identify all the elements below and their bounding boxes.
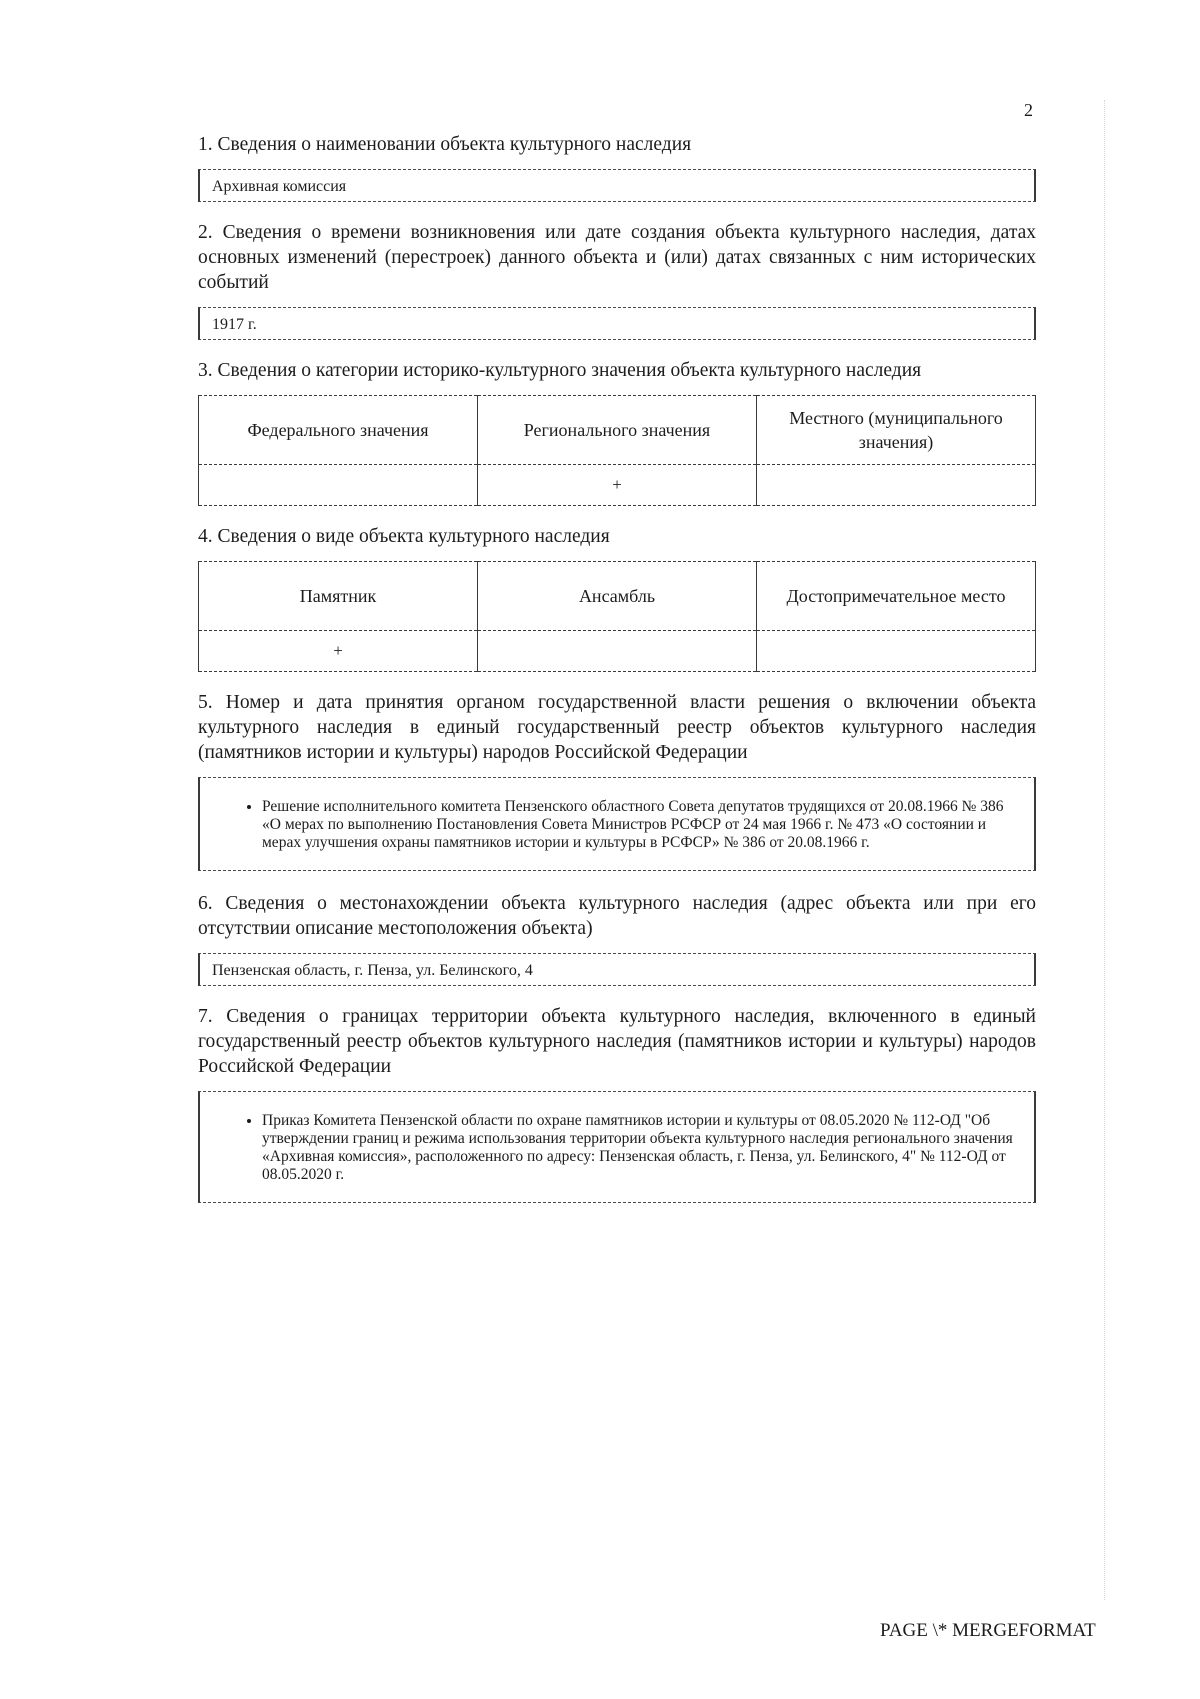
mark-monument: +	[199, 631, 478, 672]
table-row	[199, 631, 1036, 672]
significance-category-table	[198, 395, 1036, 506]
document-body	[198, 132, 1036, 1223]
column-federal: Федерального значения	[199, 396, 478, 465]
section-1-value: Архивная комиссия	[198, 169, 1036, 202]
mark-regional: +	[478, 465, 757, 506]
section-2-value: 1917 г.	[198, 307, 1036, 340]
scan-edge-line	[1104, 100, 1105, 1600]
table-header-row	[199, 562, 1036, 631]
section-1-heading: 1. Сведения о наименовании объекта культурного наследия	[198, 134, 692, 155]
section-3-heading: 3. Сведения о категории историко-культурного значения объекта культурного наследия	[198, 360, 922, 381]
section-2-heading: 2. Сведения о времени возникновения или дате создания объекта культурного наследия, датах основных изменений (перестроек) данного объекта и (или) датах связанных с ним исторических событий	[198, 222, 1036, 293]
section-6-heading: 6. Сведения о местонахождении объекта культурного наследия (адрес объекта или при его отсутствии описание местоположения объекта)	[198, 893, 1036, 939]
mark-landmark	[757, 631, 1036, 672]
order-list	[242, 1112, 1016, 1184]
column-local: Местного (муниципального значения)	[757, 396, 1036, 465]
mark-ensemble	[478, 631, 757, 672]
section-4-heading: 4. Сведения о виде объекта культурного наследия	[198, 526, 610, 547]
column-monument: Памятник	[199, 562, 478, 631]
section-6-address: Пензенская область, г. Пенза, ул. Белинского, 4	[198, 953, 1036, 986]
column-regional: Регионального значения	[478, 396, 757, 465]
table-header-row	[199, 396, 1036, 465]
object-type-table	[198, 561, 1036, 672]
section-5-decision-box	[198, 777, 1036, 871]
page-number: 2	[1024, 100, 1033, 120]
table-row	[199, 465, 1036, 506]
section-5-heading: 5. Номер и дата принятия органом государственной власти решения о включении объекта культурного наследия в единый государственный реестр объектов культурного наследия (памятников истории и культуры) народов Российской Федерации	[198, 692, 1036, 763]
mark-federal	[199, 465, 478, 506]
column-landmark: Достопримечательное место	[757, 562, 1036, 631]
mark-local	[757, 465, 1036, 506]
list-item: • Приказ Комитета Пензенской области по охране памятников истории и культуры от 08.05.2020 № 112-ОД "Об утверждении границ и режима использования территории объекта культурного наследия регионального значения «Архивная комиссия», расположенного по адресу: Пензенская область, г. Пенза, ул. Белинского, 4" № 112-ОД от 08.05.2020 г.	[262, 1112, 1016, 1184]
footer-page-field: PAGE \* MERGEFORMAT	[880, 1620, 1096, 1641]
column-ensemble: Ансамбль	[478, 562, 757, 631]
decision-list	[242, 798, 1016, 852]
list-item: • Решение исполнительного комитета Пензенского областного Совета депутатов трудящихся от 20.08.1966 № 386 «О мерах по выполнению Постановления Совета Министров РСФСР от 24 мая 1966 г. № 473 «О состоянии и мерах улучшения охраны памятников истории и культуры в РСФСР» № 386 от 20.08.1966 г.	[262, 798, 1016, 852]
section-7-order-box	[198, 1091, 1036, 1203]
section-7-heading: 7. Сведения о границах территории объекта культурного наследия, включенного в единый государственный реестр объектов культурного наследия (памятников истории и культуры) народов Российской Федерации	[198, 1006, 1036, 1077]
